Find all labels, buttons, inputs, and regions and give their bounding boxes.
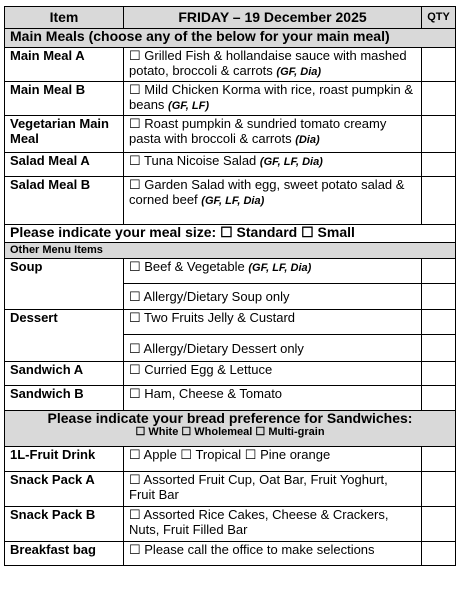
meal-option-checkbox[interactable]: ☐ Assorted Fruit Cup, Oat Bar, Fruit Yoghurt, Fruit Bar bbox=[124, 472, 422, 507]
meal-option-checkbox[interactable] bbox=[124, 177, 422, 225]
meal-option-checkbox[interactable]: ☐ Two Fruits Jelly & Custard bbox=[124, 310, 422, 335]
row-label: 1L-Fruit Drink bbox=[5, 447, 124, 472]
option-text: ☐ Tuna Nicoise Salad bbox=[129, 153, 257, 168]
option-text: ☐ Grilled Fish & hollandaise sauce with mashed potato, broccoli & carrots bbox=[129, 48, 407, 78]
row-label: Dessert bbox=[5, 310, 124, 362]
meal-size-row bbox=[5, 225, 456, 243]
qty-cell[interactable] bbox=[422, 259, 456, 284]
menu-row-salad-meal-b bbox=[5, 177, 456, 225]
menu-row-main-meal-a bbox=[5, 48, 456, 82]
menu-row-fruit-drink bbox=[5, 447, 456, 472]
dietary-tag: (Dia) bbox=[295, 134, 320, 146]
menu-row-breakfast-bag bbox=[5, 542, 456, 566]
row-label: Breakfast bag bbox=[5, 542, 124, 566]
qty-cell[interactable] bbox=[422, 447, 456, 472]
meal-option-checkbox[interactable]: ☐ Ham, Cheese & Tomato bbox=[124, 386, 422, 411]
meal-option-checkbox[interactable] bbox=[124, 153, 422, 177]
meal-option-checkbox[interactable]: ☐ Allergy/Dietary Soup only bbox=[124, 284, 422, 310]
meal-option-checkbox[interactable]: ☐ Please call the office to make selections bbox=[124, 542, 422, 566]
option-text: ☐ Roast pumpkin & sundried tomato creamy pasta with broccoli & carrots bbox=[129, 116, 387, 146]
date-column-header: FRIDAY – 19 December 2025 bbox=[124, 7, 422, 29]
menu-row-snack-pack-b bbox=[5, 507, 456, 542]
qty-cell[interactable] bbox=[422, 335, 456, 362]
menu-row-salad-meal-a bbox=[5, 153, 456, 177]
row-label: Sandwich A bbox=[5, 362, 124, 386]
meal-option-checkbox[interactable] bbox=[124, 259, 422, 284]
meal-option-checkbox[interactable] bbox=[124, 116, 422, 153]
meal-option-checkbox[interactable]: ☐ Curried Egg & Lettuce bbox=[124, 362, 422, 386]
row-label: Snack Pack A bbox=[5, 472, 124, 507]
meal-option-checkbox[interactable] bbox=[124, 48, 422, 82]
qty-cell[interactable] bbox=[422, 310, 456, 335]
dietary-tag: (GF, Dia) bbox=[276, 66, 322, 78]
meal-option-checkbox[interactable] bbox=[124, 82, 422, 116]
main-meals-section-heading: Main Meals (choose any of the below for your main meal) bbox=[5, 29, 456, 48]
bread-preference-options: ☐ White ☐ Wholemeal ☐ Multi-grain bbox=[135, 426, 325, 438]
row-label: Salad Meal B bbox=[5, 177, 124, 225]
menu-row-snack-pack-a bbox=[5, 472, 456, 507]
menu-row-vegetarian bbox=[5, 116, 456, 153]
meal-option-checkbox[interactable]: ☐ Allergy/Dietary Dessert only bbox=[124, 335, 422, 362]
dietary-tag: (GF, LF, Dia) bbox=[259, 156, 323, 168]
qty-cell[interactable] bbox=[422, 116, 456, 153]
qty-cell[interactable] bbox=[422, 153, 456, 177]
row-label: Main Meal A bbox=[5, 48, 124, 82]
qty-cell[interactable] bbox=[422, 507, 456, 542]
bread-preference-row bbox=[5, 411, 456, 447]
qty-cell[interactable] bbox=[422, 386, 456, 411]
meal-option-checkbox[interactable]: ☐ Apple ☐ Tropical ☐ Pine orange bbox=[124, 447, 422, 472]
qty-cell[interactable] bbox=[422, 284, 456, 310]
qty-column-header: QTY bbox=[422, 7, 456, 29]
row-label: Sandwich B bbox=[5, 386, 124, 411]
dietary-tag: (GF, LF, Dia) bbox=[201, 195, 265, 207]
other-items-section-heading: Other Menu Items bbox=[5, 243, 456, 259]
row-label: Snack Pack B bbox=[5, 507, 124, 542]
qty-cell[interactable] bbox=[422, 82, 456, 116]
option-text: ☐ Mild Chicken Korma with rice, roast pumpkin & beans bbox=[129, 82, 414, 112]
menu-row-sandwich-b bbox=[5, 386, 456, 411]
row-label: Soup bbox=[5, 259, 124, 310]
bread-preference-title: Please indicate your bread preference for Sandwiches: bbox=[47, 410, 413, 426]
option-text: ☐ Beef & Vegetable bbox=[129, 259, 245, 274]
dietary-tag: (GF, LF, Dia) bbox=[248, 262, 312, 274]
row-label: Salad Meal A bbox=[5, 153, 124, 177]
menu-row-soup-1 bbox=[5, 259, 456, 284]
qty-cell[interactable] bbox=[422, 362, 456, 386]
meal-option-checkbox[interactable]: ☐ Assorted Rice Cakes, Cheese & Crackers, Nuts, Fruit Filled Bar bbox=[124, 507, 422, 542]
menu-row-dessert-1 bbox=[5, 310, 456, 335]
qty-cell[interactable] bbox=[422, 177, 456, 225]
dietary-tag: (GF, LF) bbox=[168, 100, 209, 112]
item-column-header: Item bbox=[5, 7, 124, 29]
option-text: ☐ Garden Salad with egg, sweet potato salad & corned beef bbox=[129, 177, 405, 207]
bread-preference-selector[interactable] bbox=[5, 411, 456, 447]
row-label: Vegetarian Main Meal bbox=[5, 116, 124, 153]
other-items-section-row bbox=[5, 243, 456, 259]
qty-cell[interactable] bbox=[422, 48, 456, 82]
header-row bbox=[5, 7, 456, 29]
main-meals-section-row bbox=[5, 29, 456, 48]
menu-order-table bbox=[4, 6, 456, 566]
menu-row-sandwich-a bbox=[5, 362, 456, 386]
menu-row-main-meal-b bbox=[5, 82, 456, 116]
qty-cell[interactable] bbox=[422, 542, 456, 566]
row-label: Main Meal B bbox=[5, 82, 124, 116]
qty-cell[interactable] bbox=[422, 472, 456, 507]
meal-size-selector[interactable]: Please indicate your meal size: ☐ Standard ☐ Small bbox=[5, 225, 456, 243]
